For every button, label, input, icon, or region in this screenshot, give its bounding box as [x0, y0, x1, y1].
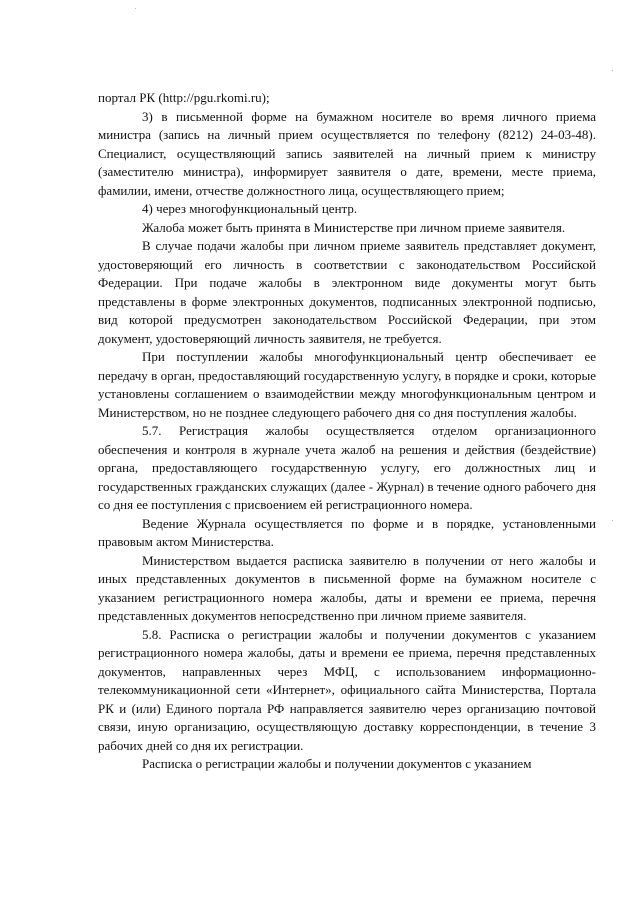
scan-speck [612, 520, 613, 521]
paragraph: 3) в письменной форме на бумажном носителе во время личного приема министра (запись на личный прием осуществляется по телефону (8212) 24-03-48). Специалист, осуществляющий запись заявителей на личный прием к министру (заместителю министра), информирует заявителя о дате, времени, месте приема, фамилии, имени, отчестве должностного лица, осуществляющего прием; [98, 108, 596, 198]
paragraph: 5.7. Регистрация жалобы осуществляется отделом организационного обеспечения и контроля в журнале учета жалоб на решения и действия (бездействие) органа, предоставляющего государственную услугу, его должностных лиц и государственных гражданских служащих (далее - Журнал) в течение одного рабочего дня со дня ее поступления с присвоением ей регистрационного номера. [98, 423, 596, 512]
document-page [98, 89, 596, 774]
paragraph: Ведение Журнала осуществляется по форме и в порядке, установленными правовым актом Министерства. [98, 515, 596, 549]
scan-speck [135, 8, 136, 9]
paragraph: 5.8. Расписка о регистрации жалобы и получении документов с указанием регистрационного номера жалобы, даты и времени ее приема, перечня представленных документов, направленных через МФЦ, с использованием информационно-телекоммуникационной сети «Интернет», официального сайта Министерства, Портала РК и (или) Единого портала РФ направляется заявителю через организацию почтовой связи, иную организацию, осуществляющую доставку корреспонденции, в течение 3 рабочих дней со дня их регистрации. [98, 626, 596, 753]
paragraph: В случае подачи жалобы при личном приеме заявитель представляет документ, удостоверяющий его личность в соответствии с законодательством Российской Федерации. При подаче жалобы в электронном виде документы могут быть представлены в форме электронных документов, подписанных электронной подписью, вид которой предусмотрен законодательством Российской Федерации, при этом документ, удостоверяющий личность заявителя, не требуется. [98, 238, 596, 346]
paragraph: Жалоба может быть принята в Министерстве при личном приеме заявителя. [142, 219, 566, 235]
scan-speck [612, 70, 613, 71]
paragraph: 4) через многофункциональный центр. [142, 201, 358, 216]
paragraph: При поступлении жалобы многофункциональный центр обеспечивает ее передачу в орган, предоставляющий государственную услугу, в порядке и сроки, которые установлены соглашением о взаимодействии между многофункциональным центром и Министерством, но не позднее следующего рабочего дня со дня поступления жалобы. [98, 349, 596, 420]
paragraph: Расписка о регистрации жалобы и получении документов с указанием [142, 756, 532, 771]
paragraph: портал РК (http://pgu.rkomi.ru); [98, 90, 270, 105]
paragraph: Министерством выдается расписка заявителю в получении от него жалобы и иных представленных документов в письменной форме на бумажном носителе с указанием регистрационного номера жалобы, даты и времени ее приема, перечня представленных документов непосредственно при личном приеме заявителя. [98, 552, 596, 623]
